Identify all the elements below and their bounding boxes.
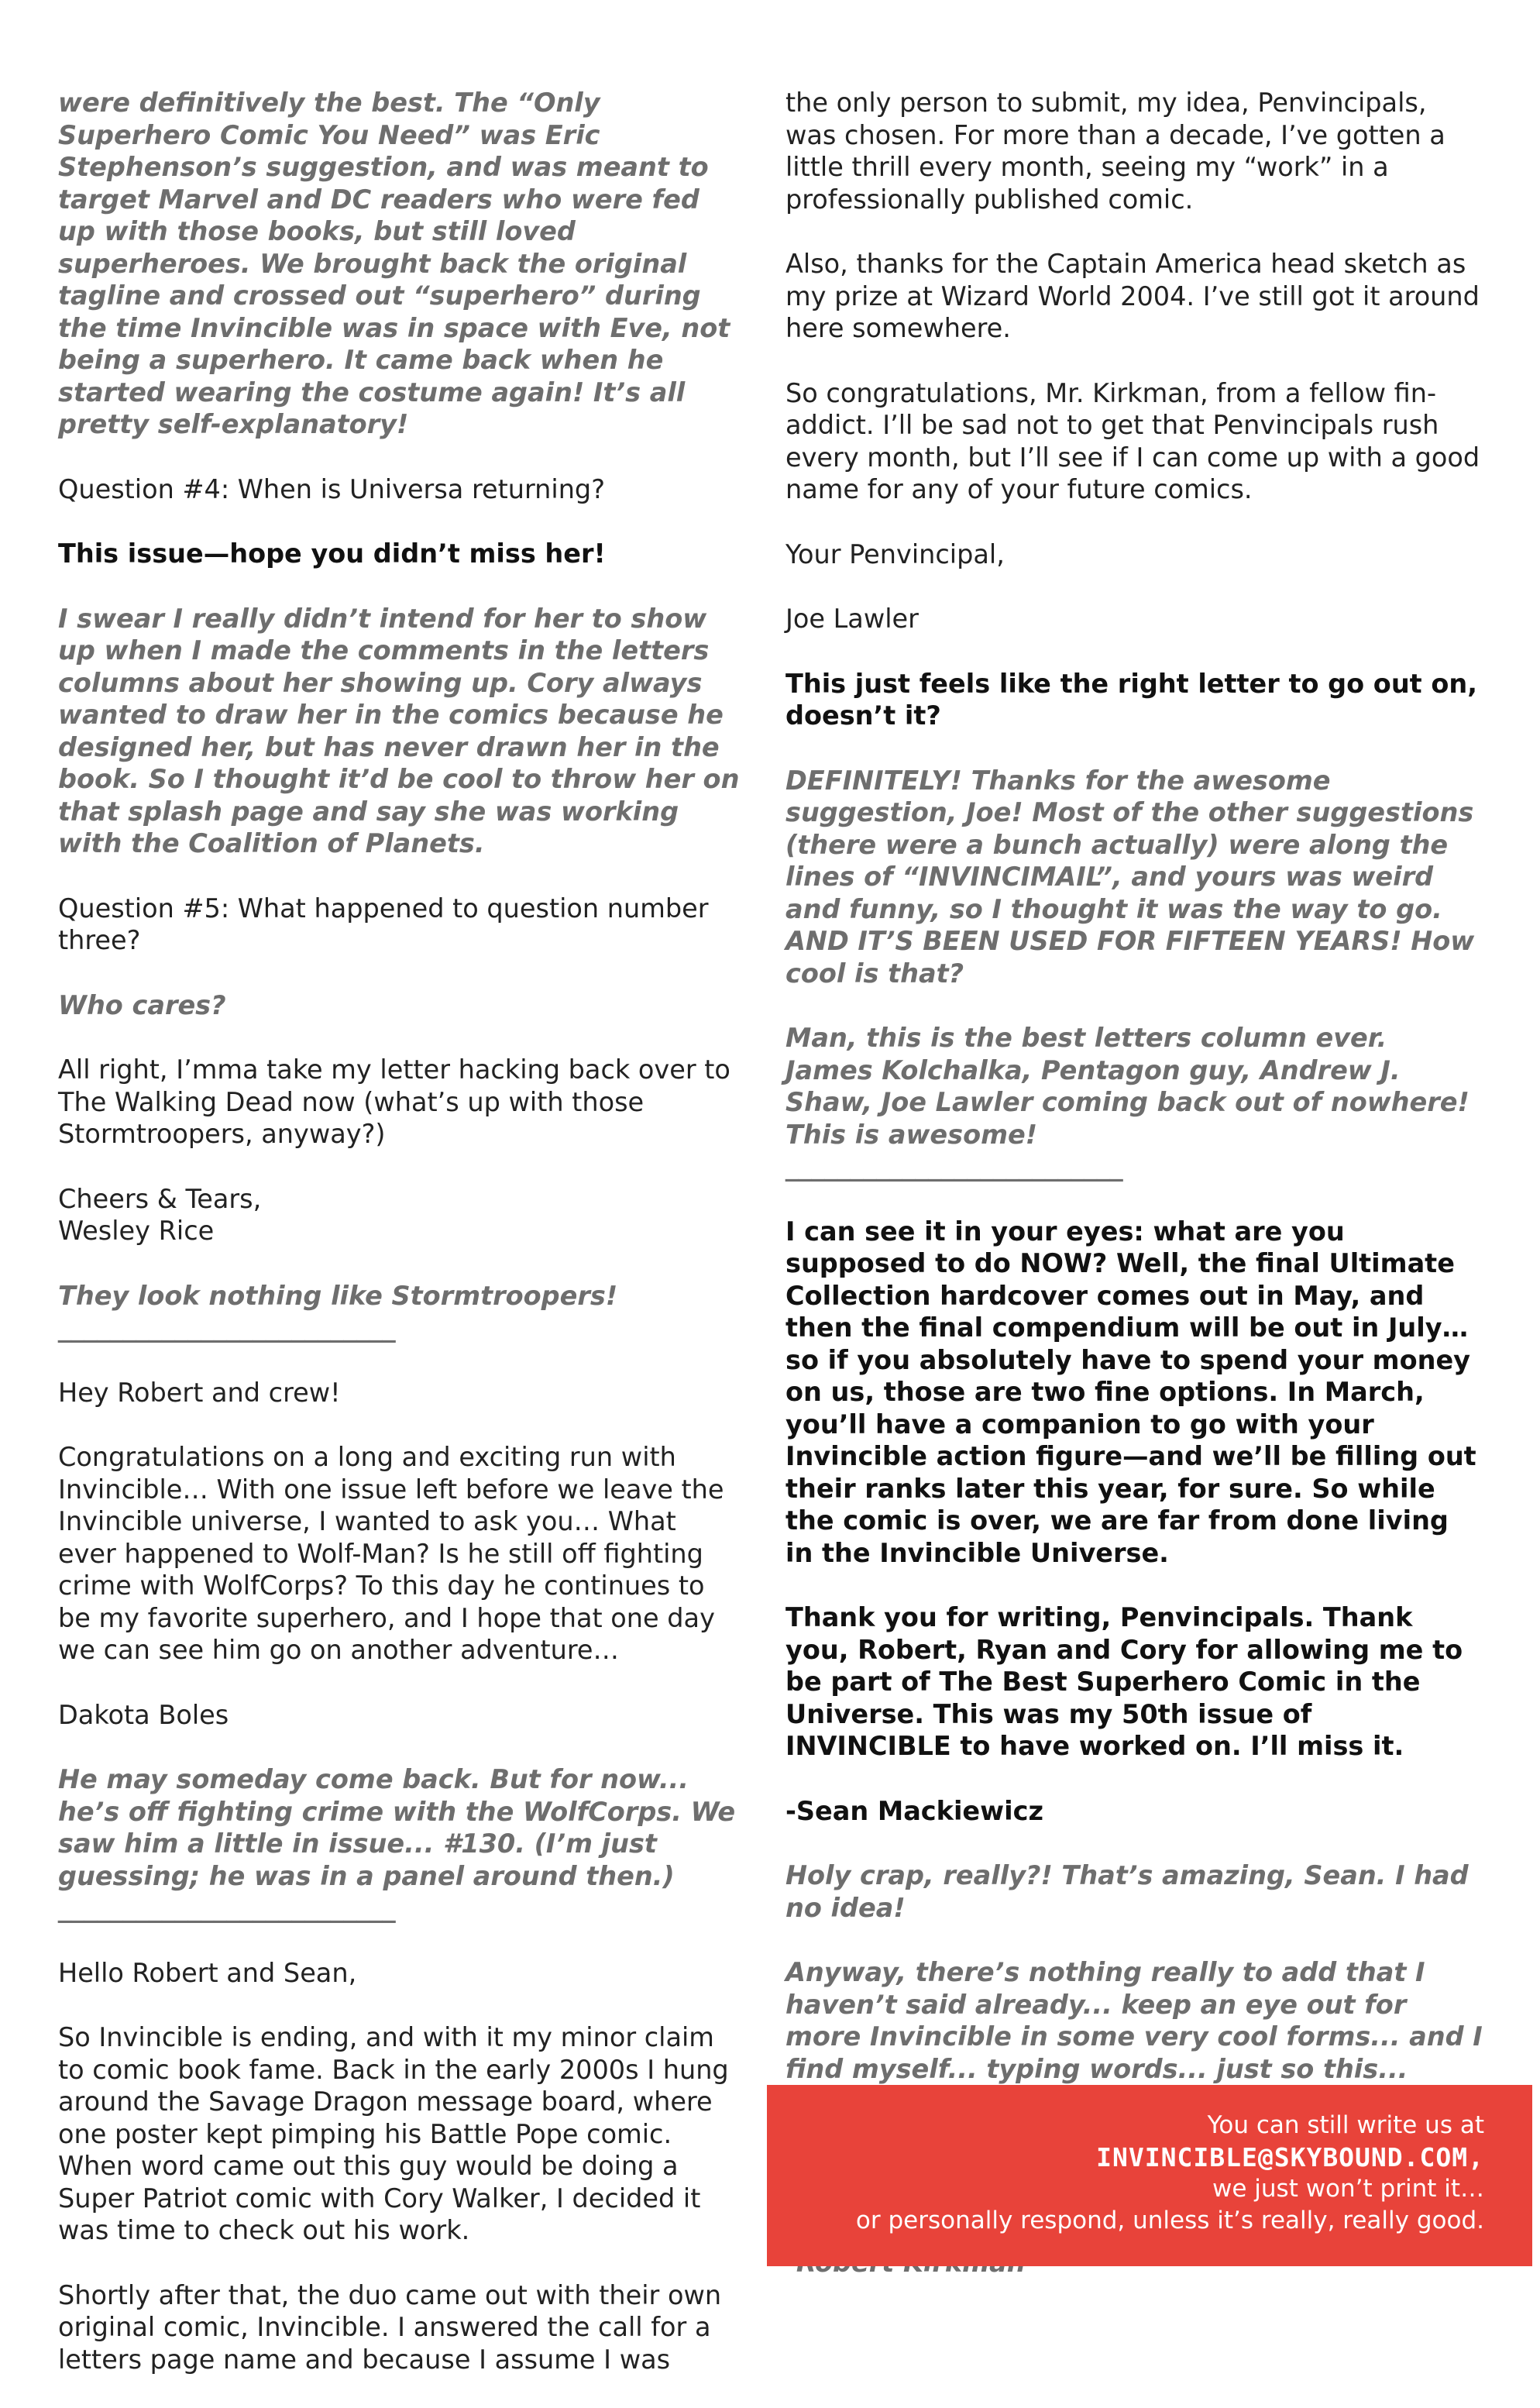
left-column-paragraph: Dakota Boles: [58, 1699, 229, 1730]
right-column-paragraph: Your Penvincipal,: [785, 538, 1005, 569]
right-column-paragraph: DEFINITELY! Thanks for the awesome suggestion, Joe! Most of the other suggestions (there were a bunch actually) were along the lines of “INVINCIMAIL”, and yours was weird and funny, so I thought it was the way to go. AND IT’S BEEN USED FOR FIFTEEN YEARS! How cool is that?: [785, 765, 1475, 989]
right-column-paragraph: Also, thanks for the Captain America head sketch as my prize at Wizard World 2004. I’ve still got it around here somewhere.: [785, 249, 1480, 343]
right-column-paragraph: -Sean Mackiewicz: [785, 1795, 1043, 1826]
left-column-paragraph: They look nothing like Stormtroopers! __________________________: [58, 1280, 618, 1343]
right-column-paragraph: So congratulations, Mr. Kirkman, from a fellow fin-addict. I’ll be sad not to get that Penvincipals rush every month, but I’ll see if I can come up with a good name for any of your future comics.: [785, 377, 1480, 504]
left-column-paragraph: So Invincible is ending, and with it my minor claim to comic book fame. Back in the early 2000s I hung around the Savage Dragon message board, where one poster kept pimping his Battle Pope comic. When word came out this guy would be doing a Super Patriot comic with Cory Walker, I decided it was time to check out his work.: [58, 2022, 729, 2245]
contact-line-1: You can still write us at: [1207, 2111, 1484, 2139]
left-column-paragraph: Cheers & Tears, Wesley Rice: [58, 1183, 262, 1246]
left-column-paragraph: I swear I really didn’t intend for her to show up when I made the comments in the letters columns about her showing up. Cory always wanted to draw her in the comics because he designed her, but has never drawn her in the book. So I thought it’d be cool to throw her on that splash page and say she was working with the Coalition of Planets.: [58, 603, 740, 858]
left-column-paragraph: Who cares?: [58, 989, 226, 1020]
right-column-paragraph: This just feels like the right letter to go out on, doesn’t it?: [785, 668, 1477, 731]
left-column-paragraph: Hey Robert and crew!: [58, 1377, 341, 1408]
contact-line-4: or personally respond, unless it’s really, really good.: [855, 2207, 1484, 2234]
contact-box: [767, 2085, 1532, 2266]
right-column-paragraph: Anyway, there’s nothing really to add that I haven’t said already... keep an eye out for more Invincible in some very cool forms... and I find myself... typing words... just so this...: [785, 1957, 1483, 2084]
left-column-paragraph: This issue—hope you didn’t miss her!: [58, 538, 606, 569]
left-column-paragraph: were definitively the best. The “Only Superhero Comic You Need” was Eric Stephenson’s suggestion, and was meant to target Marvel and DC readers who were fed up with those books, but still loved superheroes. We brought back the original tagline and crossed out “superhero” during the time Invincible was in space with Eve, not being a superhero. It came back when he started wearing the costume again! It’s all pretty self-explanatory!: [58, 88, 730, 439]
right-column-paragraph: the only person to submit, my idea, Penvincipals, was chosen. For more than a decade, I’ve gotten a little thrill every month, seeing my “work” in a professionally published comic.: [785, 88, 1445, 215]
left-column-paragraph: Hello Robert and Sean,: [58, 1957, 357, 1988]
contact-line-3: we just won’t print it…: [1212, 2175, 1484, 2203]
right-column-paragraph: Man, this is the best letters column ever. James Kolchalka, Pentagon guy, Andrew J. Shaw, Joe Lawler coming back out of nowhere! This is awesome! __________________________: [785, 1023, 1470, 1182]
left-column-paragraph: All right, I’mma take my letter hacking back over to The Walking Dead now (what’s up with those Stormtroopers, anyway?): [58, 1054, 730, 1149]
left-column: [58, 87, 740, 2408]
right-column: [785, 87, 1483, 2311]
left-column-paragraph: Question #4: When is Universa returning?: [58, 473, 605, 504]
right-column-paragraph: I can see it in your eyes: what are you supposed to do NOW? Well, the final Ultimate Collection hardcover comes out in May, and then the final compendium will be out in July… so if you absolutely have to spend your money on us, those are two fine options. In March, you’ll have a companion to go with your Invincible action figure—and we’ll be filling out their ranks later this year, for sure. So while the comic is over, we are far from done living in the Invincible Universe.: [785, 1216, 1476, 1568]
left-column-paragraph: He may someday come back. But for now... he’s off fighting crime with the WolfCorps. We saw him a little in issue... #130. (I’m just guessing; he was in a panel around then.) __________________________: [58, 1764, 736, 1923]
left-column-paragraph: Question #5: What happened to question number three?: [58, 893, 709, 955]
right-column-paragraph: Thank you for writing, Penvincipals. Thank you, Robert, Ryan and Cory for allowing me to be part of The Best Superhero Comic in the Universe. This was my 50th issue of INVINCIBLE to have worked on. I’ll miss it.: [785, 1602, 1463, 1761]
left-column-paragraph: Congratulations on a long and exciting run with Invincible… With one issue left before we leave the Invincible universe, I wanted to ask you… What ever happened to Wolf-Man? Is he still off fighting crime with WolfCorps? To this day he continues to be my favorite superhero, and I hope that one day we can see him go on another adventure…: [58, 1442, 724, 1665]
right-column-paragraph: Joe Lawler: [785, 604, 919, 634]
right-column-paragraph: Holy crap, really?! That’s amazing, Sean. I had no idea!: [785, 1860, 1469, 1923]
contact-email[interactable]: INVINCIBLE@SKYBOUND.COM,: [1096, 2142, 1484, 2172]
left-column-paragraph: Shortly after that, the duo came out with their own original comic, Invincible. I answered the call for a letters page name and because I assume I was: [58, 2279, 722, 2375]
